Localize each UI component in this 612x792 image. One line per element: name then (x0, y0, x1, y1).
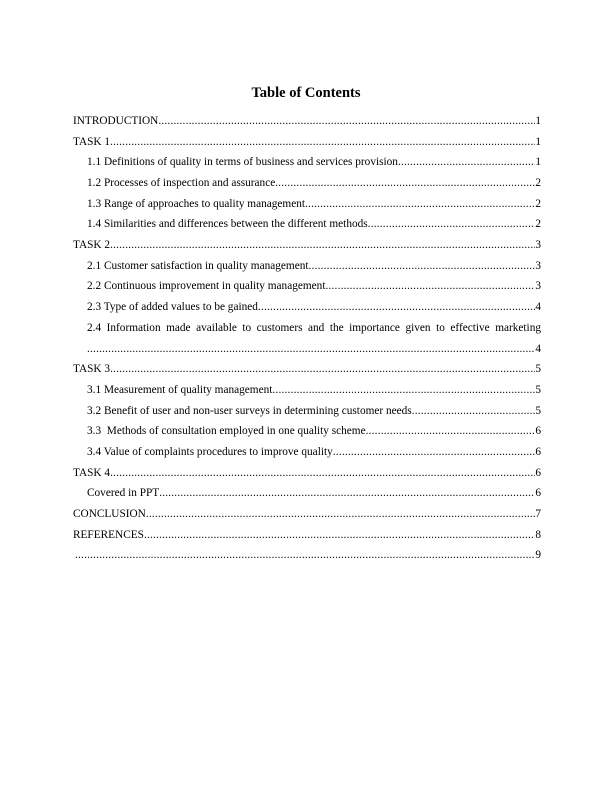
toc-page-number: 4 (535, 301, 541, 313)
toc-dot-leader (158, 114, 535, 128)
toc-dot-leader (258, 300, 535, 314)
toc-entry-3-4[interactable] (87, 445, 541, 459)
toc-dot-leader (325, 279, 535, 293)
toc-entry-label: 1.1 Definitions of quality in terms of business and services provision (87, 156, 398, 168)
toc-entry-label: 1.2 Processes of inspection and assurance (87, 177, 276, 189)
toc-dot-leader (110, 238, 535, 252)
toc-dot-leader (110, 135, 535, 149)
toc-entry-label: TASK 2 (73, 239, 111, 251)
toc-entry-covered-in-ppt[interactable] (87, 486, 541, 500)
toc-dot-leader (146, 507, 536, 521)
toc-page-number: 5 (535, 363, 541, 375)
toc-dot-leader (398, 155, 535, 169)
toc-entry-label: TASK 4 (73, 467, 111, 479)
toc-entry-conclusion[interactable] (73, 507, 541, 521)
toc-entry-2-4-leader-line[interactable] (87, 342, 541, 356)
toc-entry-2-1[interactable] (87, 259, 541, 273)
toc-entry-label: Covered in PPT (87, 487, 160, 499)
toc-entry-label: 3.3 Methods of consultation employed in one quality scheme (87, 425, 366, 437)
toc-page-number: 6 (535, 446, 541, 458)
toc-dot-leader (144, 528, 535, 542)
toc-entry-label: 3.2 Benefit of user and non-user surveys in determining customer needs (87, 405, 412, 417)
toc-page-number: 1 (535, 115, 541, 127)
toc-entry-references[interactable] (73, 528, 541, 542)
toc-page-number: 6 (535, 425, 541, 437)
toc-page-number: 6 (535, 467, 541, 479)
toc-entry-task-1[interactable] (73, 135, 541, 149)
toc-page-number: 2 (535, 198, 541, 210)
toc-page-number: 3 (535, 239, 541, 251)
toc-page-number: 3 (535, 280, 541, 292)
toc-page-number: 3 (535, 260, 541, 272)
toc-dot-leader (309, 259, 536, 273)
toc-page-number: 2 (535, 177, 541, 189)
toc-dot-leader (272, 383, 535, 397)
toc-entry-task-2[interactable] (73, 238, 541, 252)
toc-entry-2-3[interactable] (87, 300, 541, 314)
toc-entry-label: 1.4 Similarities and differences between the different methods (87, 218, 368, 230)
toc-entry-introduction[interactable] (73, 114, 541, 128)
toc-page-number: 2 (535, 218, 541, 230)
toc-page-number: 1 (535, 156, 541, 168)
toc-page-number: 1 (535, 136, 541, 148)
toc-entry-label: 3.1 Measurement of quality management (87, 384, 273, 396)
toc-page-number: 5 (535, 384, 541, 396)
toc-entry-task-3[interactable] (73, 362, 541, 376)
toc-dot-leader (366, 424, 536, 438)
toc-entry-label: 2.1 Customer satisfaction in quality management (87, 260, 309, 272)
toc-dot-leader (110, 362, 535, 376)
toc-entry-3-2[interactable] (87, 404, 541, 418)
toc-dot-leader (110, 466, 535, 480)
toc-entry-2-4-label[interactable]: 2.4 Information made available to customers and the importance given to effective marketing (87, 322, 541, 334)
toc-page-number: 9 (535, 549, 541, 561)
toc-dot-leader (87, 342, 535, 356)
toc-entry-1-3[interactable] (87, 197, 541, 211)
toc-page-number: 4 (535, 343, 541, 355)
toc-page-number: 6 (535, 487, 541, 499)
toc-entry-label: 2.2 Continuous improvement in quality management (87, 280, 326, 292)
toc-page-number: 7 (535, 508, 541, 520)
toc-dot-leader (305, 197, 535, 211)
toc-dot-leader (412, 404, 536, 418)
toc-entry-label: TASK 1 (73, 136, 111, 148)
toc-page-number: 8 (535, 529, 541, 541)
toc-dot-leader (333, 445, 536, 459)
toc-entry-label: TASK 3 (73, 363, 111, 375)
toc-title: Table of Contents (251, 85, 361, 101)
toc-dot-leader (159, 486, 535, 500)
toc-dot-leader (275, 176, 535, 190)
toc-entry-1-4[interactable] (87, 217, 541, 231)
toc-entry-2-2[interactable] (87, 279, 541, 293)
toc-entry-label: 3.4 Value of complaints procedures to improve quality (87, 446, 333, 458)
toc-entry-label: CONCLUSION (73, 508, 146, 520)
toc-page-number: 5 (535, 405, 541, 417)
toc-entry-label: REFERENCES (73, 529, 144, 541)
toc-entry-1-2[interactable] (87, 176, 541, 190)
toc-entry-untitled[interactable] (75, 548, 541, 562)
toc-entry-task-4[interactable] (73, 466, 541, 480)
toc-entry-3-1[interactable] (87, 383, 541, 397)
toc-dot-leader (368, 217, 536, 231)
toc-entry-label: 1.3 Range of approaches to quality management (87, 198, 306, 210)
toc-entry-3-3[interactable] (87, 424, 541, 438)
toc-entry-label: INTRODUCTION (73, 115, 159, 127)
toc-entry-label: 2.3 Type of added values to be gained (87, 301, 258, 313)
toc-entry-1-1[interactable] (87, 155, 541, 169)
toc-dot-leader (75, 548, 535, 562)
